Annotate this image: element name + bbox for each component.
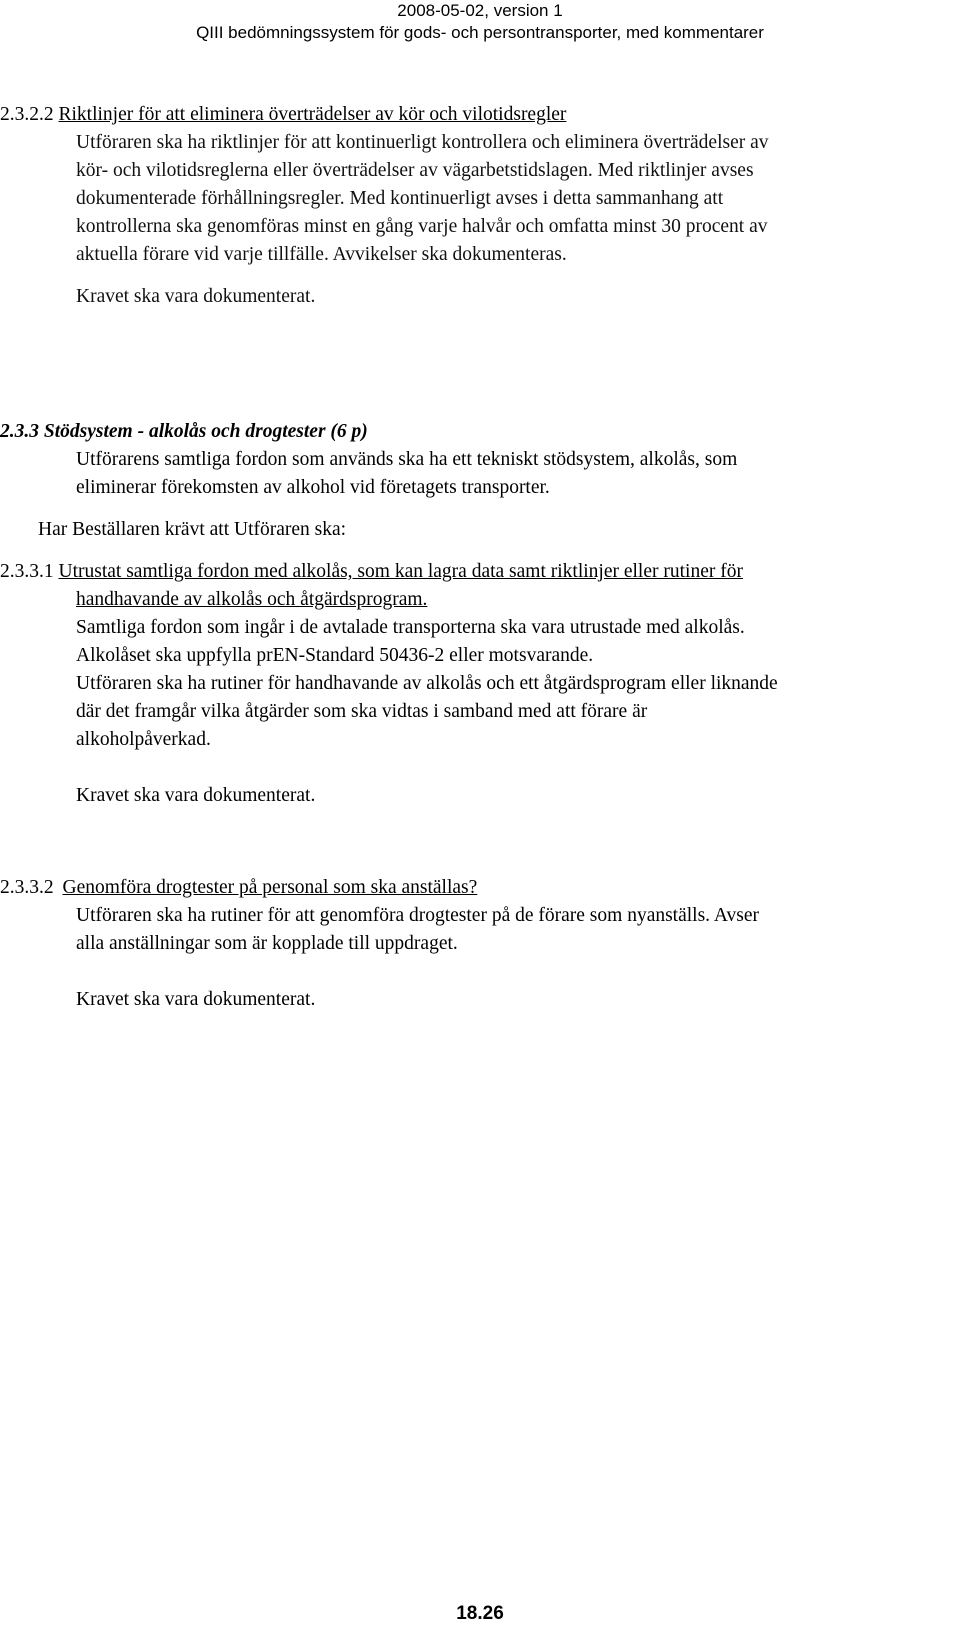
page-number: 18.26: [456, 1603, 504, 1624]
section-title: Utrustat samtliga fordon med alkolås, som kan lagra data samt riktlinjer eller rutiner för: [58, 561, 743, 582]
section-paragraph: [0, 902, 960, 958]
section-title: Genomföra drogtester på personal som ska anställas?: [62, 877, 478, 898]
section-question: Har Beställaren krävt att Utföraren ska:: [38, 519, 347, 540]
paragraph-line: Utföraren ska ha rutiner för att genomföra drogtester på de förare som nyanställs. Avser: [76, 905, 759, 926]
section-heading: [0, 558, 960, 586]
section-2-3-3-2: [0, 874, 960, 1014]
paragraph-line: kör- och vilotidsreglerna eller överträdelser av vägarbetstidslagen. Med riktlinjer avses: [76, 160, 754, 181]
header-system-title: QIII bedömningssystem för gods- och persontransporter, med kommentarer: [196, 23, 764, 42]
section-title: handhavande av alkolås och åtgärdsprogram.: [76, 589, 428, 610]
section-heading: [0, 101, 960, 129]
header-date-version: 2008-05-02, version 1: [397, 1, 563, 20]
section-paragraph: [0, 129, 960, 269]
paragraph-line: Alkolåset ska uppfylla prEN-Standard 50436-2 eller motsvarande.: [76, 645, 594, 666]
section-paragraph: [0, 614, 960, 754]
section-title-continued: [0, 586, 960, 614]
paragraph-line: eliminerar förekomsten av alkohol vid företagets transporter.: [76, 477, 550, 498]
paragraph-line: Samtliga fordon som ingår i de avtalade transporterna ska vara utrustade med alkolås.: [76, 617, 745, 638]
section-2-3-2-2: [0, 101, 960, 311]
paragraph-line: kontrollerna ska genomföras minst en gång varje halvår och omfatta minst 30 procent av: [76, 216, 768, 237]
paragraph-line: där det framgår vilka åtgärder som ska vidtas i samband med att förare är: [76, 701, 648, 722]
section-number: 2.3.3.1: [0, 561, 54, 582]
paragraph-line: Utföraren ska ha rutiner för handhavande av alkolås och ett åtgärdsprogram eller liknande: [76, 673, 778, 694]
paragraph-line: alla anställningar som är kopplade till uppdraget.: [76, 933, 458, 954]
section-heading: [0, 418, 960, 446]
section-title: Riktlinjer för att eliminera överträdelser av kör och vilotidsregler: [58, 104, 567, 125]
paragraph-line: Utförarens samtliga fordon som används ska ha ett tekniskt stödsystem, alkolås, som: [76, 449, 738, 470]
page-header: [0, 0, 960, 44]
section-2-3-3: [0, 418, 960, 544]
section-title: Stödsystem - alkolås och drogtester (6 p): [43, 421, 368, 442]
paragraph-line: alkoholpåverkad.: [76, 729, 211, 750]
section-paragraph: [0, 446, 960, 502]
section-number: 2.3.3.2: [0, 877, 54, 898]
paragraph-line: Utföraren ska ha riktlinjer för att kontinuerligt kontrollera och eliminera överträdelser av: [76, 132, 769, 153]
section-number: 2.3.2.2: [0, 104, 54, 125]
section-heading: [0, 874, 960, 902]
paragraph-line: dokumenterade förhållningsregler. Med kontinuerligt avses i detta sammanhang att: [76, 188, 724, 209]
paragraph-line: aktuella förare vid varje tillfälle. Avvikelser ska dokumenteras.: [76, 244, 567, 265]
requirement-note: Kravet ska vara dokumenterat.: [76, 989, 316, 1010]
section-number: 2.3.3: [0, 421, 39, 442]
requirement-note: Kravet ska vara dokumenterat.: [76, 286, 316, 307]
requirement-note: Kravet ska vara dokumenterat.: [76, 785, 316, 806]
section-2-3-3-1: [0, 558, 960, 810]
